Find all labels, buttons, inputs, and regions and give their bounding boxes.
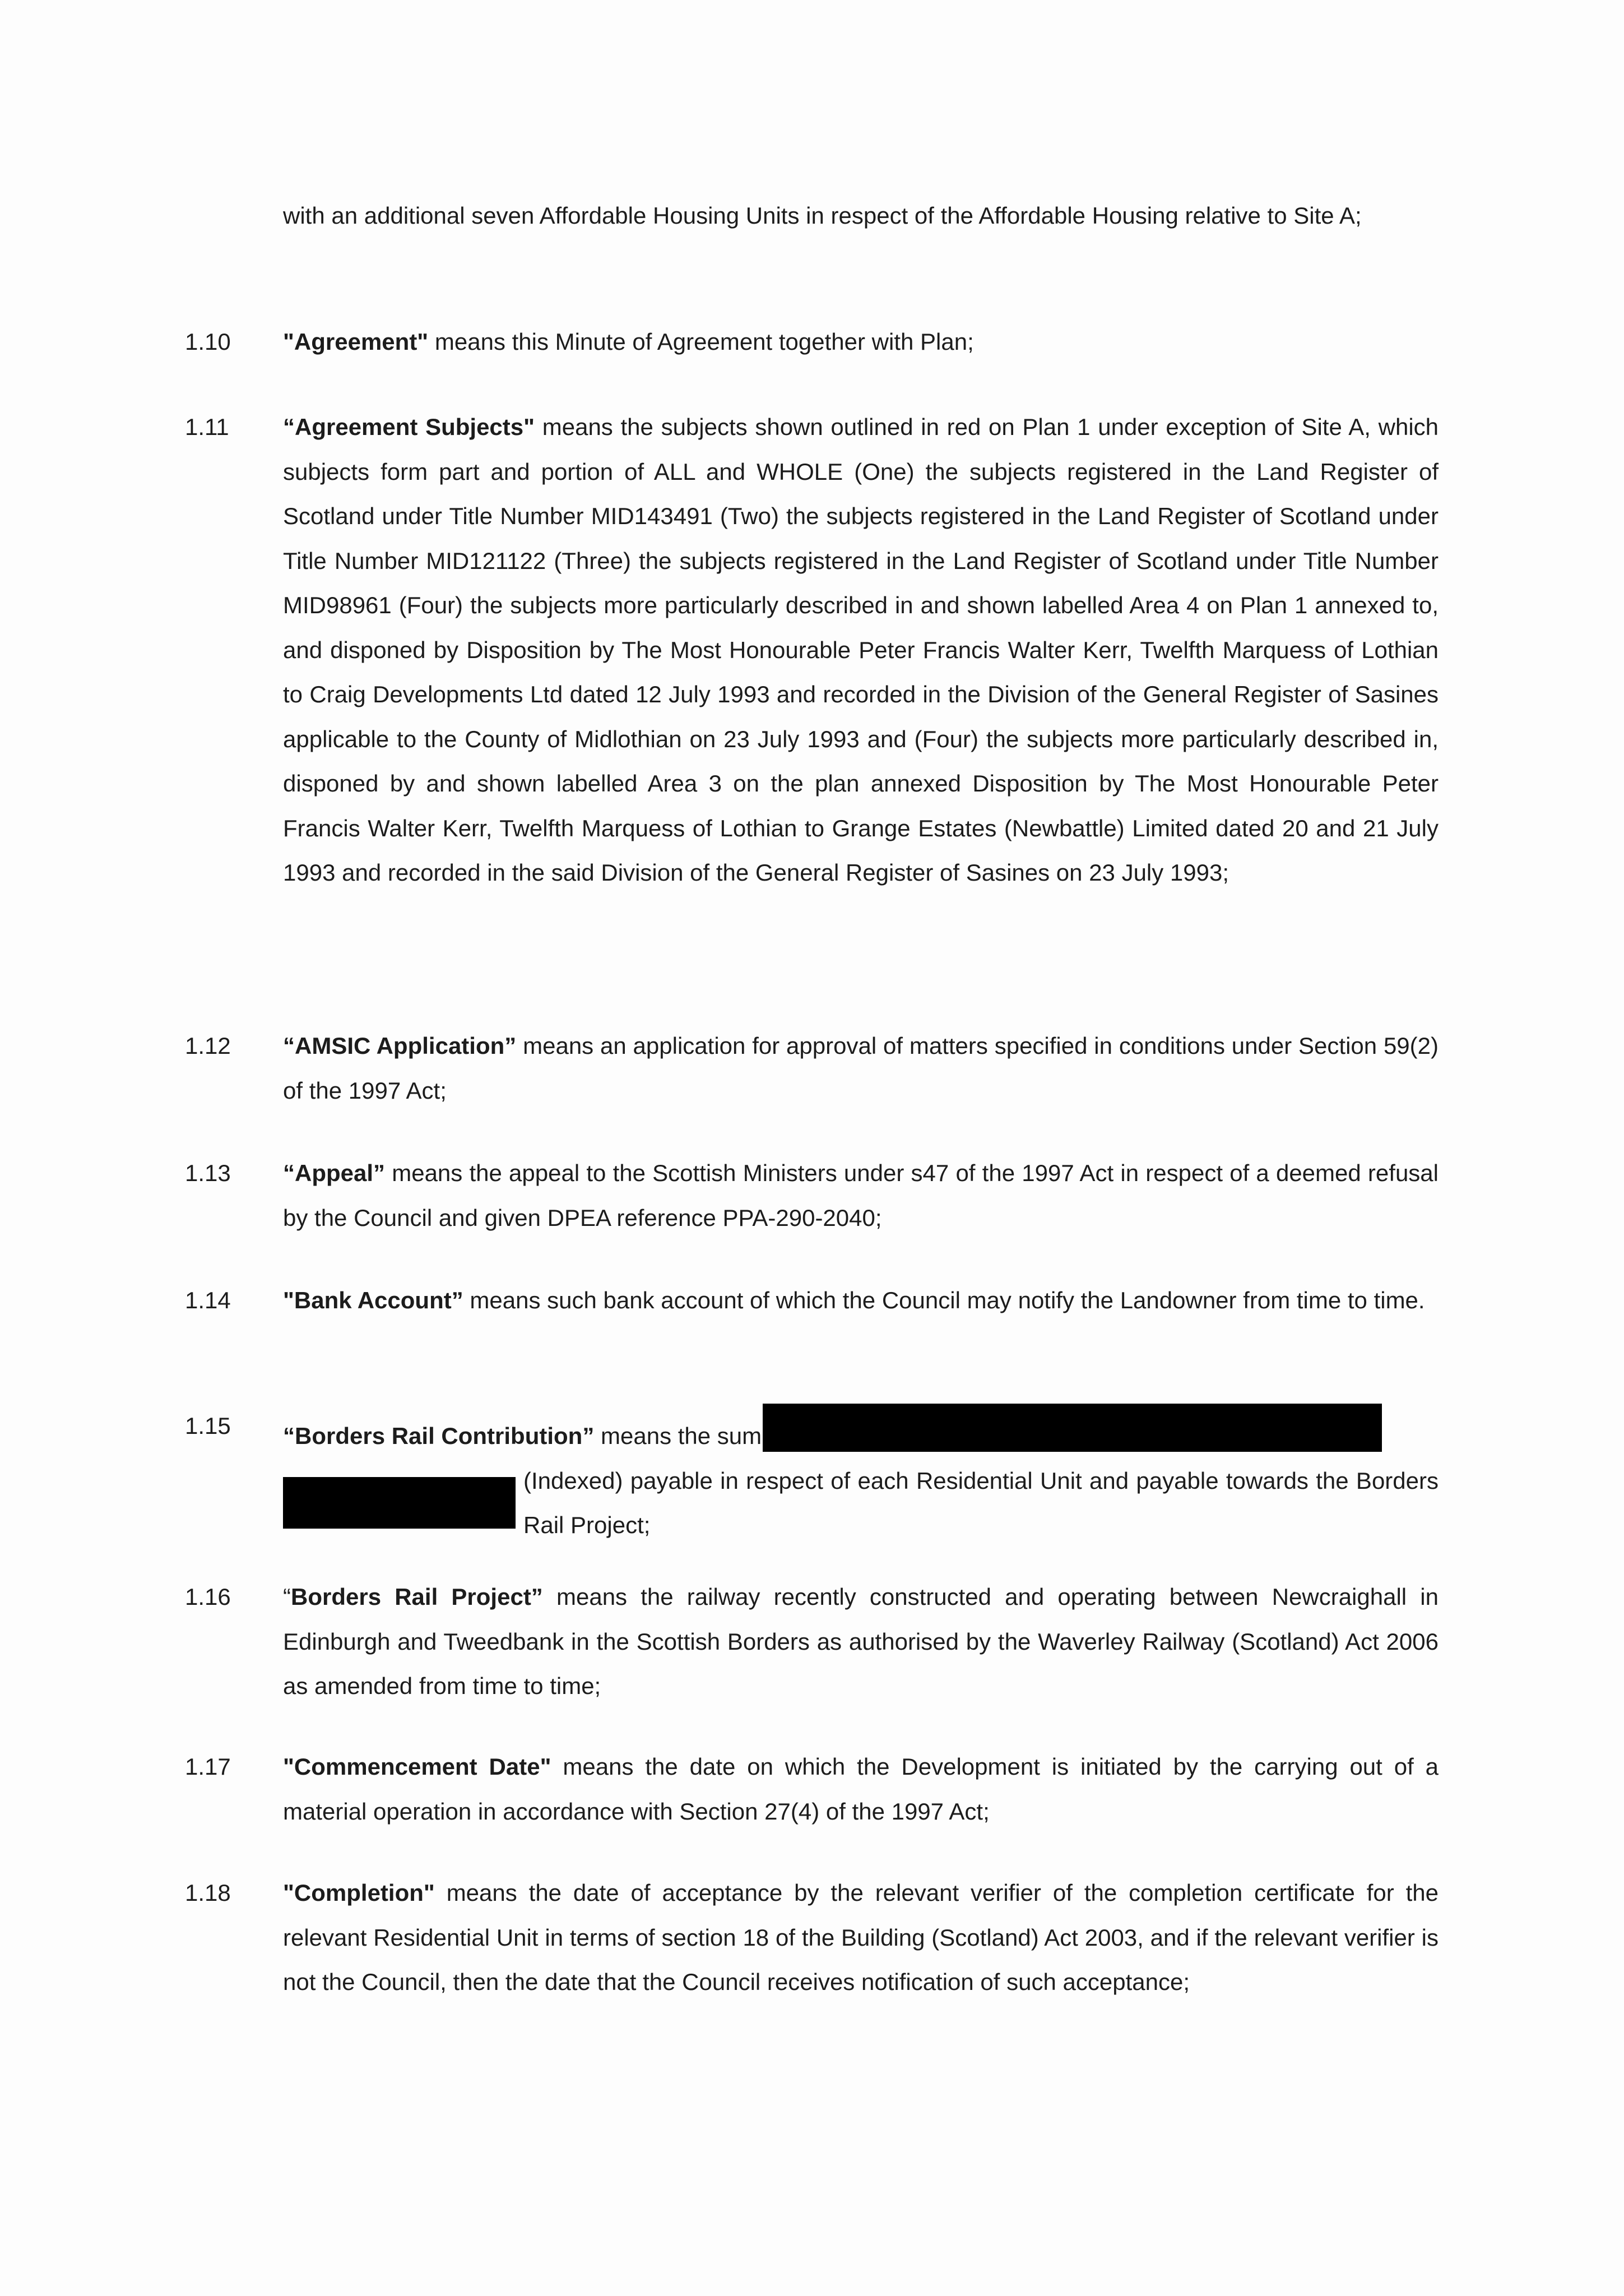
defined-term: "Commencement Date"	[283, 1753, 551, 1780]
defined-term: “Borders Rail Contribution”	[283, 1423, 595, 1449]
defined-term: "Bank Account”	[283, 1287, 463, 1313]
defined-term: "Completion"	[283, 1880, 435, 1906]
clause-1-11	[283, 405, 1439, 895]
clause-number: 1.15	[185, 1413, 231, 1439]
defined-term: “Agreement Subjects"	[283, 414, 535, 440]
clause-number: 1.11	[185, 414, 229, 440]
defined-term: “AMSIC Application”	[283, 1033, 517, 1059]
clause-text: means the subjects shown outlined in red on Plan 1 under exception of Site A, which subjects form part and portion of ALL and WHOLE (One) the subjects registered in the Land Register of Scotland under Title Number MID143491 (Two) the subjects registered in the Land Register of Scotland under Title Number MID121122 (Three) the subjects registered in the Land Register of Scotland under Title Number MID98961 (Four) the subjects more particularly described in and shown labelled Area 4 on Plan 1 annexed to, and disponed by Disposition by The Most Honourable Peter Francis Walter Kerr, Twelfth Marquess of Lothian to Craig Developments Ltd dated 12 July 1993 and recorded in the Division of the General Register of Sasines applicable to the County of Midlothian on 23 July 1993 and (Four) the subjects more particularly described in, disponed by and shown labelled Area 3 on the plan annexed Disposition by The Most Honourable Peter Francis Walter Kerr, Twelfth Marquess of Lothian to Grange Estates (Newbattle) Limited dated 20 and 21 July 1993 and recorded in the said Division of the General Register of Sasines on 23 July 1993;	[283, 414, 1439, 886]
redaction-block	[283, 1477, 516, 1529]
clause-1-10	[283, 320, 1439, 364]
clause-line	[283, 1459, 1439, 1548]
defined-term: Borders Rail Project”	[291, 1584, 543, 1610]
defined-term: “Appeal”	[283, 1160, 386, 1186]
redaction-block	[763, 1404, 1382, 1452]
clause-text: means the sum	[594, 1423, 762, 1449]
clause-1-18	[283, 1871, 1439, 2005]
continuation-paragraph	[283, 193, 1439, 238]
clause-text: “	[283, 1584, 291, 1610]
clause-text: means an application for approval of matters specified in conditions under Section 59(2) of the 1997 Act;	[283, 1033, 1439, 1104]
clause-line	[283, 1404, 1439, 1459]
clause-1-17	[283, 1744, 1439, 1834]
clause-text: means the appeal to the Scottish Ministers under s47 of the 1997 Act in respect of a deemed refusal by the Council and given DPEA reference PPA-290-2040;	[283, 1160, 1439, 1231]
clause-1-16	[283, 1575, 1439, 1709]
clause-number: 1.14	[185, 1287, 231, 1313]
clause-number: 1.16	[185, 1584, 231, 1610]
clause-1-13	[283, 1151, 1439, 1240]
clause-number: 1.13	[185, 1160, 231, 1186]
clause-text: means the date on which the Development is initiated by the carrying out of a material operation in accordance with Section 27(4) of the 1997 Act;	[283, 1753, 1439, 1825]
clause-number: 1.12	[185, 1033, 231, 1059]
clause-text: means the date of acceptance by the relevant verifier of the completion certificate for the relevant Residential Unit in terms of section 18 of the Building (Scotland) Act 2003, and if the relevant verifier is not the Council, then the date that the Council receives notification of such acceptance;	[283, 1880, 1439, 1995]
clause-number: 1.17	[185, 1753, 231, 1780]
clause-1-14	[283, 1278, 1439, 1323]
paragraph-text: with an additional seven Affordable Housing Units in respect of the Affordable Housing relative to Site A;	[283, 202, 1362, 229]
clause-1-12	[283, 1024, 1439, 1113]
clause-number: 1.10	[185, 328, 231, 355]
clause-text: means the railway recently constructed and operating between Newcraighall in Edinburgh and Tweedbank in the Scottish Borders as authorised by the Waverley Railway (Scotland) Act 2006 as amended from time to time;	[283, 1584, 1439, 1699]
clause-number: 1.18	[185, 1880, 231, 1906]
clause-text: means such bank account of which the Council may notify the Landowner from time to time.	[463, 1287, 1425, 1313]
clause-text: means this Minute of Agreement together with Plan;	[428, 328, 974, 355]
defined-term: "Agreement"	[283, 328, 429, 355]
clause-1-15	[283, 1404, 1439, 1548]
clause-text: (Indexed) payable in respect of each Residential Unit and payable towards the Borders Rail Project;	[523, 1467, 1439, 1538]
